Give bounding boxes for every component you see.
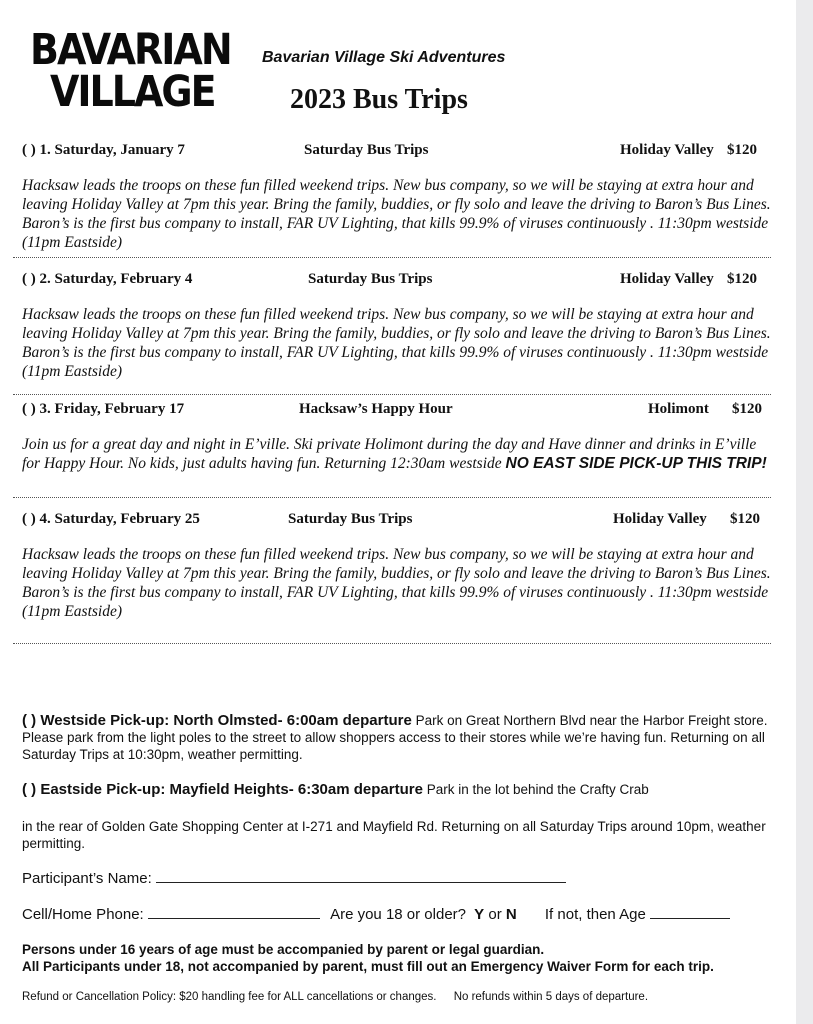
trip-1-type: Saturday Bus Trips — [304, 142, 429, 158]
trip-3-price: $120 — [732, 401, 762, 417]
trip-3-description-text: Join us for a great day and night in E’ville. Ski private Holimont during the day and Have dinner and drinks in E’ville for Happy Hour. No kids, just adults having fun. Returning 12:30am westside — [22, 436, 757, 472]
westside-pickup-details: Park on Great Northern Blvd near the Harbor Freight store. Please park from the light poles to the street to allow shoppers access to their stores while we’re having fun. Returning on all Saturday Trips at 10:30pm, weather permitting. — [22, 713, 768, 762]
trip-2-price: $120 — [727, 271, 757, 287]
organization-name: Bavarian Village Ski Adventures — [262, 49, 506, 66]
trip-2 — [22, 271, 782, 381]
guardian-warning: Persons under 16 years of age must be accompanied by parent or legal guardian. — [22, 942, 545, 957]
divider — [13, 643, 771, 644]
eastside-pickup-details-2: in the rear of Golden Gate Shopping Center at I-271 and Mayfield Rd. Returning on all Saturday Trips around 10pm, weather permitting. — [22, 819, 766, 851]
age-field[interactable] — [650, 904, 730, 919]
age-question: Are you 18 or older? — [330, 906, 466, 923]
participant-name-label: Participant’s Name: — [22, 870, 152, 887]
logo-line-2: VILLAGE — [50, 66, 215, 116]
participant-name-row — [22, 868, 566, 887]
refund-policy-text: Refund or Cancellation Policy: $20 handling fee for ALL cancellations or changes. — [22, 991, 437, 1003]
westside-pickup-option[interactable]: ( ) Westside Pick-up: North Olmsted- 6:00am departure — [22, 712, 412, 729]
page-edge — [796, 0, 813, 1024]
trip-1-price: $120 — [727, 142, 757, 158]
trip-4 — [22, 511, 782, 621]
yes-option[interactable]: Y — [474, 906, 485, 923]
waiver-warning: All Participants under 18, not accompanied by parent, must fill out an Emergency Waiver Form for each trip. — [22, 959, 714, 974]
trip-1-date[interactable]: ( ) 1. Saturday, January 7 — [22, 142, 185, 158]
trip-3-type: Hacksaw’s Happy Hour — [299, 401, 453, 417]
no-option[interactable]: N — [505, 906, 517, 923]
age-label: If not, then Age — [544, 906, 646, 923]
westside-pickup — [22, 712, 782, 763]
trip-1 — [22, 142, 782, 252]
trip-2-description: Hacksaw leads the troops on these fun filled weekend trips. New bus company, so we will be staying at extra hour and leaving Holiday Valley at 7pm this year. Bring the family, buddies, or fly solo and leave the driving to Baron’s Bus Lines. Baron’s is the first bus company to install, FAR UV Lighting, that kills 99.9% of viruses continuously . 11:30pm westside (11pm Eastside) — [22, 306, 771, 380]
bavarian-village-logo — [30, 24, 231, 116]
trip-1-destination: Holiday Valley — [620, 142, 714, 158]
divider — [13, 394, 771, 395]
logo-line-1: BAVARIAN — [30, 24, 231, 74]
phone-label: Cell/Home Phone: — [22, 906, 144, 923]
trip-3-note: NO EAST SIDE PICK-UP THIS TRIP! — [505, 455, 767, 472]
trip-4-type: Saturday Bus Trips — [288, 511, 413, 527]
refund-policy — [22, 991, 648, 1003]
trip-3 — [22, 401, 782, 473]
trip-4-price: $120 — [730, 511, 760, 527]
trip-1-description: Hacksaw leads the troops on these fun filled weekend trips. New bus company, so we will be staying at extra hour and leaving Holiday Valley at 7pm this year. Bring the family, buddies, or fly solo and leave the driving to Baron’s Bus Lines. Baron’s is the first bus company to install, FAR UV Lighting, that kills 99.9% of viruses continuously . 11:30pm westside (11pm Eastside) — [22, 177, 771, 251]
eastside-pickup — [22, 781, 782, 798]
trip-3-description — [22, 435, 777, 473]
divider — [13, 257, 771, 258]
page-title: 2023 Bus Trips — [290, 84, 468, 115]
divider — [13, 497, 771, 498]
phone-age-row — [22, 904, 730, 923]
eastside-pickup-details: Park in the lot behind the Crafty Crab — [422, 782, 649, 797]
trip-4-date[interactable]: ( ) 4. Saturday, February 25 — [22, 511, 200, 527]
or-text: or — [488, 906, 502, 923]
trip-4-destination: Holiday Valley — [613, 511, 707, 527]
trip-2-type: Saturday Bus Trips — [308, 271, 433, 287]
eastside-pickup-option[interactable]: ( ) Eastside Pick-up: Mayfield Heights- 6:30am departure — [22, 781, 423, 798]
trip-3-date[interactable]: ( ) 3. Friday, February 17 — [22, 401, 185, 417]
phone-field[interactable] — [148, 904, 320, 919]
trip-3-destination: Holimont — [648, 401, 709, 417]
participant-name-field[interactable] — [156, 868, 566, 883]
trip-4-description: Hacksaw leads the troops on these fun filled weekend trips. New bus company, so we will be staying at extra hour and leaving Holiday Valley at 7pm this year. Bring the family, buddies, or fly solo and leave the driving to Baron’s Bus Lines. Baron’s is the first bus company to install, FAR UV Lighting, that kills 99.9% of viruses continuously . 11:30pm westside (11pm Eastside) — [22, 546, 771, 620]
trip-2-date[interactable]: ( ) 2. Saturday, February 4 — [22, 271, 193, 287]
no-refund-text: No refunds within 5 days of departure. — [453, 991, 649, 1003]
trip-2-destination: Holiday Valley — [620, 271, 714, 287]
